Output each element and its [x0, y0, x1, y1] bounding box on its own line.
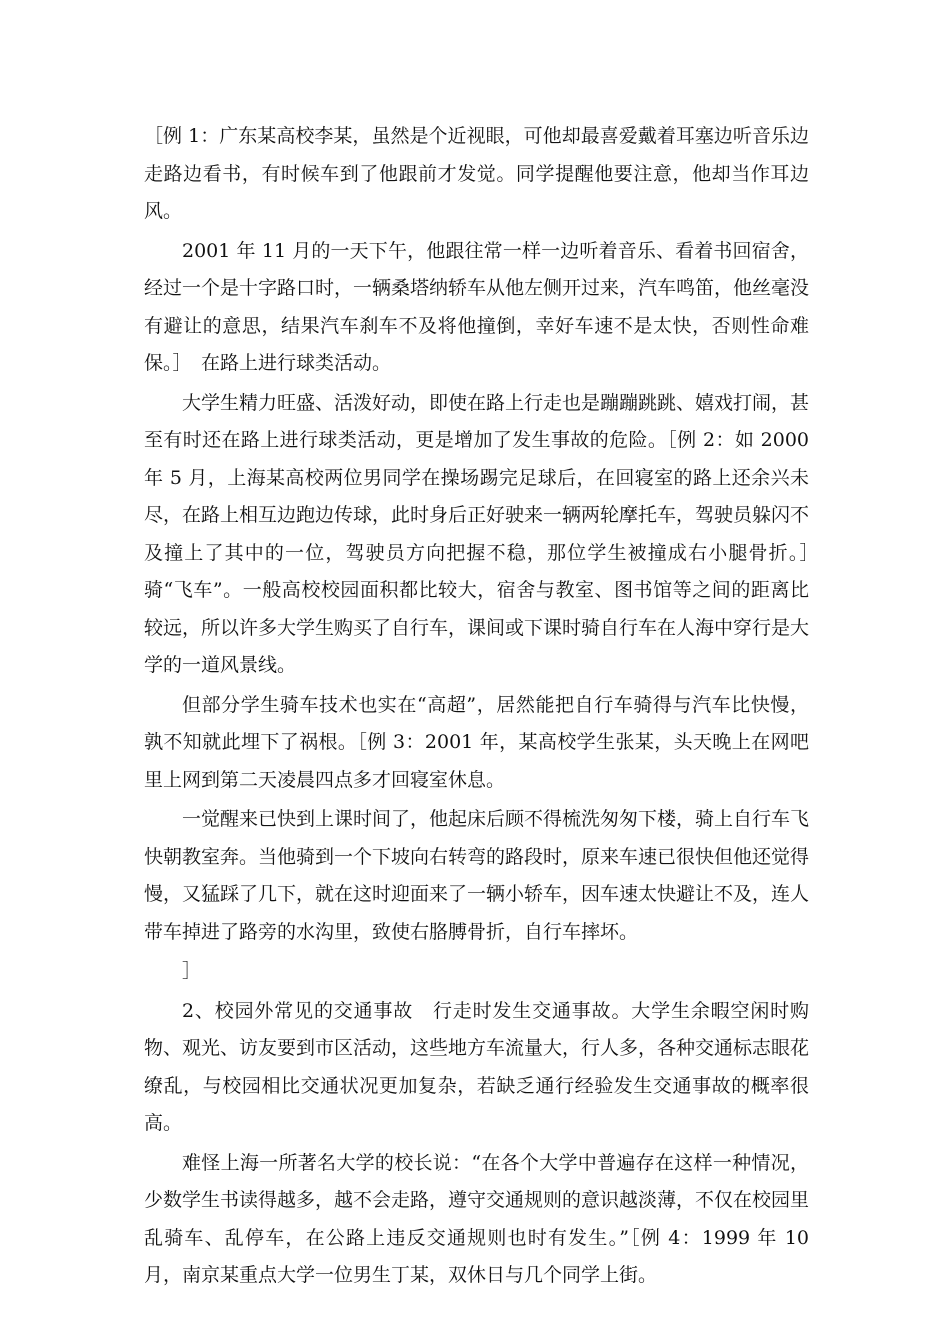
document-body	[144, 118, 829, 1297]
paragraph-4: 但部分学生骑车技术也实在“高超”，居然能把自行车骑得与汽车比快慢，孰不知就此埋下了祸根。［例 3：2001 年，某高校学生张某，头天晚上在网吧里上网到第二天凌晨四点多才回寝室休息。	[144, 693, 809, 791]
paragraph-1: ［例 1：广东某高校李某，虽然是个近视眼，可他却最喜爱戴着耳塞边听音乐边走路边看书，有时候车到了他跟前才发觉。同学提醒他要注意，他却当作耳边风。	[144, 125, 809, 222]
paragraph-2: 2001 年 11 月的一天下午，他跟往常一样一边听着音乐、看着书回宿舍，经过一个是十字路口时，一辆桑塔纳轿车从他左侧开过来，汽车鸣笛，他丝毫没有避让的意思，结果汽车刹车不及将他撞倒，幸好车速不是太快，否则性命难保。］ 在路上进行球类活动。	[144, 239, 810, 374]
paragraph-7: 2、校园外常见的交通事故 行走时发生交通事故。大学生余暇空闲时购物、观光、访友要到市区活动，这些地方车流量大，行人多，各种交通标志眼花缭乱，与校园相比交通状况更加复杂，若缺乏通行经验发生交通事故的概率很高。	[144, 999, 810, 1134]
paragraph-3: 大学生精力旺盛、活泼好动，即使在路上行走也是蹦蹦跳跳、嬉戏打闹，甚至有时还在路上进行球类活动，更是增加了发生事故的危险。［例 2：如 2000 年 5 月，上海某高校两位男同学在操场踢完足球后，在回寝室的路上还余兴未尽，在路上相互边跑边传球，此时身后正好驶来一辆两轮摩托车，驾驶员躲闪不及撞上了其中的一位，驾驶员方向把握不稳，那位学生被撞成右小腿骨折。］ 骑“飞车”。一般高校校园面积都比较大，宿舍与教室、图书馆等之间的距离比较远，所以许多大学生购买了自行车，课间或下课时骑自行车在人海中穿行是大学的一道风景线。	[144, 391, 829, 676]
paragraph-5: 一觉醒来已快到上课时间了，他起床后顾不得梳洗匆匆下楼，骑上自行车飞快朝教室奔。当他骑到一个下坡向右转弯的路段时，原来车速已很快但他还觉得慢，又猛踩了几下，就在这时迎面来了一辆小轿车，因车速太快避让不及，连人带车掉进了路旁的水沟里，致使右胳膊骨折，自行车摔坏。	[144, 808, 810, 943]
paragraph-8: 难怪上海一所著名大学的校长说：“在各个大学中普遍存在这样一种情况，少数学生书读得越多，越不会走路，遵守交通规则的意识越淡薄，不仅在校园里乱骑车、乱停车，在公路上违反交通规则也时有发生。”［例 4：1999 年 10 月，南京某重点大学一位男生丁某，双休日与几个同学上街。	[144, 1151, 810, 1286]
paragraph-6: ］	[182, 960, 202, 982]
